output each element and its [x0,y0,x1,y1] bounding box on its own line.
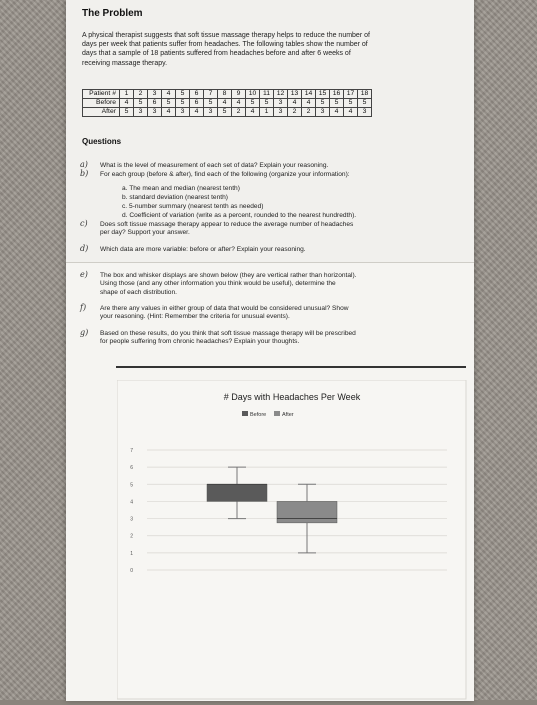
question-line: What is the level of measurement of each set of data? Explain your reasoning. [100,162,329,169]
question-line: The box and whisker displays are shown below (they are vertical rather than horizontal). [100,272,357,279]
table-row-before [83,99,372,108]
table-cell: 17 [344,90,358,99]
questions-heading: Questions [82,137,122,146]
table-cell: 6 [148,99,162,108]
question-line: for people suffering from chronic headaches? Explain your thoughts. [100,338,300,346]
chart-container [117,380,467,700]
table-cell: 2 [288,108,302,117]
table-row-after [83,108,372,117]
question-item [80,160,329,170]
table-cell: 5 [162,99,176,108]
legend-swatch [274,411,280,416]
table-cell: 2 [302,108,316,117]
table-cell: 13 [288,90,302,99]
y-tick-label: 4 [130,499,133,506]
table-cell: 5 [358,99,372,108]
question-letter: a) [80,160,88,169]
question-item [122,185,240,193]
y-tick-label: 1 [130,550,133,557]
table-cell: 4 [344,108,358,117]
question-letter: b) [80,169,89,178]
table-cell: 5 [176,99,190,108]
table-cell: 14 [302,90,316,99]
table-cell: 3 [204,108,218,117]
table-cell: 5 [176,90,190,99]
box-before [207,484,267,501]
question-line: your reasoning. (Hint: Remember the criteria for unusual events). [100,313,290,321]
data-table [82,89,372,117]
y-tick-label: 7 [130,448,133,454]
question-line: a. The mean and median (nearest tenth) [122,185,240,192]
table-cell: 5 [120,108,134,117]
table-cell: 5 [204,99,218,108]
question-line: For each group (before & after), find each of the following (organize your information): [100,171,350,178]
intro-line: receiving massage therapy. [82,59,168,67]
table-cell: 6 [190,90,204,99]
question-item [80,219,354,238]
table-cell: 3 [274,108,288,117]
question-item [80,244,306,254]
intro-paragraph [82,31,454,68]
table-cell: 5 [218,108,232,117]
question-line: c. 5-number summary (nearest tenth as needed) [122,203,264,210]
legend-label: After [282,412,294,418]
question-item [122,212,356,220]
table-cell: 2 [232,108,246,117]
table-cell: 7 [204,90,218,99]
question-line: d. Coefficient of variation (write as a percent, rounded to the nearest hundredth). [122,212,357,219]
table-cell: 4 [120,99,134,108]
question-item [80,169,350,179]
question-line: shape of each distribution. [100,288,177,296]
table-cell: 1 [120,90,134,99]
table-cell: 3 [176,108,190,117]
table-row-patient [83,90,372,99]
table-cell: 4 [302,99,316,108]
table-cell: 5 [134,99,148,108]
question-line: Which data are more variable: before or after? Explain your reasoning. [100,246,306,253]
table-cell: 3 [274,99,288,108]
table-cell: 4 [232,99,246,108]
question-item [122,194,228,202]
question-letter: g) [80,328,89,337]
box-plot-chart [117,380,467,700]
table-cell: 3 [134,108,148,117]
table-cell: 5 [316,99,330,108]
question-line: Does soft tissue massage therapy appear to reduce the average number of headaches [100,221,354,228]
question-line: Based on these results, do you think that soft tissue massage therapy will be prescribed [100,330,356,337]
table-cell: 18 [358,90,372,99]
table-cell: 4 [162,90,176,99]
chart-frame [117,380,466,699]
table-cell: 11 [260,90,274,99]
table-cell: 2 [134,90,148,99]
table-cell: 4 [288,99,302,108]
question-item [80,303,349,322]
question-letter: d) [80,244,89,253]
table-cell: 16 [330,90,344,99]
table-cell: 12 [274,90,288,99]
table-cell: 4 [330,108,344,117]
box-after [277,501,337,522]
y-tick-label: 5 [130,482,133,489]
table-cell: 10 [246,90,260,99]
table-cell: 3 [148,108,162,117]
table-cell: 4 [162,108,176,117]
question-line: b. standard deviation (nearest tenth) [122,194,228,201]
table-cell: 15 [316,90,330,99]
question-letter: e) [80,270,88,279]
table-cell: 3 [316,108,330,117]
chart-title: # Days with Headaches Per Week [223,392,361,402]
question-letter: c) [80,219,88,228]
y-tick-label: 2 [130,533,133,540]
question-item [122,203,263,211]
table-cell: 5 [330,99,344,108]
table-cell: 1 [260,108,274,117]
legend-label: Before [250,412,267,418]
table-cell: 3 [148,90,162,99]
question-line: Using those (and any other information you think would be useful), determine the [100,280,336,288]
table-cell: 3 [358,108,372,117]
table-cell: 5 [260,99,274,108]
table-cell: 4 [190,108,204,117]
question-line: per day? Support your answer. [100,229,190,237]
intro-line: A physical therapist suggests that soft tissue massage therapy helps to reduce the number of [82,32,370,39]
y-tick-label: 6 [130,465,133,472]
table-cell: 8 [218,90,232,99]
legend-swatch [242,411,248,416]
page-title: The Problem [82,8,143,19]
y-tick-label: 0 [130,568,133,574]
table-cell: 5 [246,99,260,108]
question-letter: f) [80,303,87,312]
row-label: Before [83,99,120,108]
table-cell: 6 [190,99,204,108]
divider-rule [116,366,466,368]
table-cell: 5 [344,99,358,108]
table-cell: 9 [232,90,246,99]
y-tick-label: 3 [130,516,133,523]
intro-line: days that a sample of 18 patients suffered from headaches before and after 6 weeks of [82,50,351,58]
intro-line: days per week that patients suffer from headaches. The following tables show the number of [82,41,368,49]
table-cell: 4 [246,108,260,117]
table-cell: 4 [218,99,232,108]
question-line: Are there any values in either group of data that would be considered unusual? Show [100,305,349,312]
question-item [80,328,356,347]
row-label: Patient # [83,90,120,99]
question-item [80,270,357,297]
row-label: After [83,108,120,117]
